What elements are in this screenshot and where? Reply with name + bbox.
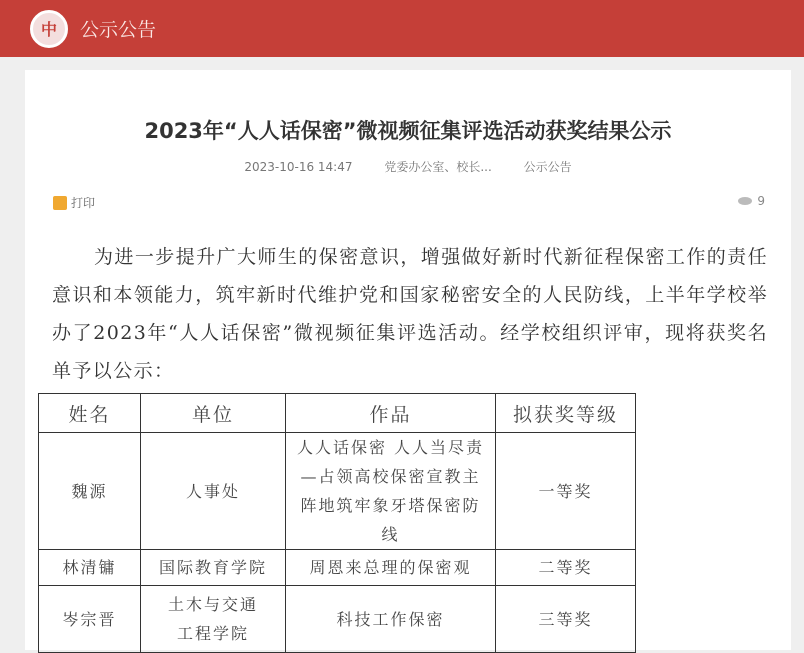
university-logo[interactable]: 中: [30, 10, 68, 48]
print-label: 打印: [71, 196, 96, 210]
article-title: 2023年“人人话保密”微视频征集评选活动获奖结果公示: [144, 119, 672, 143]
table-row: [39, 433, 636, 550]
cell-work: 科技工作保密: [286, 586, 496, 653]
cell-work: 周恩来总理的保密观: [286, 550, 496, 586]
cell-award: 二等奖: [496, 550, 636, 586]
cell-unit: 国际教育学院: [141, 550, 286, 586]
table-row: [39, 550, 636, 586]
article-paragraph: 为进一步提升广大师生的保密意识，增强做好新时代新征程保密工作的责任意识和本领能力，筑牢新时代维护党和国家秘密安全的人民防线，上半年学校举办了2023年“人人话保密”微视频征集评选活动。经学校组织评审，现将获奖名单予以公示：: [52, 246, 768, 382]
cell-unit: 土木与交通工程学院: [141, 586, 286, 653]
eye-icon: [738, 197, 752, 205]
header-name: 姓名: [39, 394, 141, 433]
printer-icon: [53, 196, 67, 210]
table-header-row: [39, 394, 636, 433]
cell-unit: 人事处: [141, 433, 286, 550]
view-count: [738, 194, 765, 208]
award-table: [38, 393, 636, 653]
cell-award: 三等奖: [496, 586, 636, 653]
publish-date: 2023-10-16 14:47: [244, 160, 353, 174]
article-card: [25, 70, 791, 650]
cell-work: 人人话保密 人人当尽责—占领高校保密宣教主阵地筑牢象牙塔保密防线: [286, 433, 496, 550]
cell-name: 林清镛: [39, 550, 141, 586]
cell-name: 魏源: [39, 433, 141, 550]
category[interactable]: 公示公告: [523, 160, 572, 174]
print-button[interactable]: [53, 194, 95, 211]
header-work: 作品: [286, 394, 496, 433]
header-unit: 单位: [141, 394, 286, 433]
article-meta: [25, 158, 791, 175]
section-title: 公示公告: [80, 19, 157, 41]
top-bar: [0, 0, 804, 57]
table-row: [39, 586, 636, 653]
header-award: 拟获奖等级: [496, 394, 636, 433]
view-count-value: 9: [757, 194, 765, 208]
cell-name: 岑宗晋: [39, 586, 141, 653]
publisher: 党委办公室、校长...: [384, 160, 492, 174]
cell-award: 一等奖: [496, 433, 636, 550]
